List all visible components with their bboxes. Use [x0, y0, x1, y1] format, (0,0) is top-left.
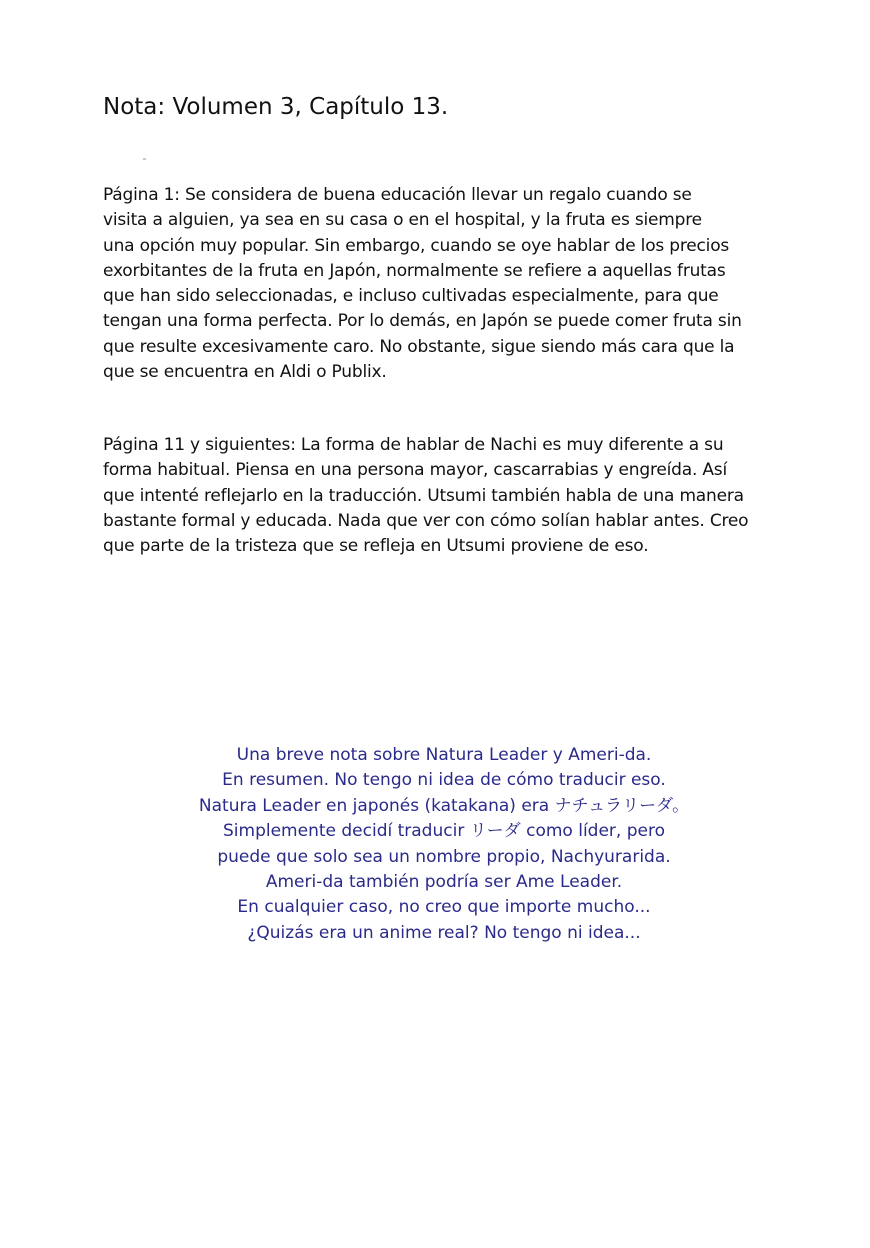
- aside-line: Simplemente decidí traducir リーダ como líder, pero: [223, 821, 665, 842]
- aside-line: Una breve nota sobre Natura Leader y Ameri-da.: [236, 745, 652, 765]
- note-line: que se encuentra en Aldi o Publix.: [103, 362, 387, 383]
- note-line: visita a alguien, ya sea en su casa o en el hospital, y la fruta es siempre: [103, 210, 702, 231]
- page-title: Nota: Volumen 3, Capítulo 13.: [103, 94, 449, 120]
- aside-line: En cualquier caso, no creo que importe mucho...: [237, 897, 651, 918]
- scan-speck: [143, 158, 146, 160]
- note-line: bastante formal y educada. Nada que ver con cómo solían hablar antes. Creo: [103, 510, 749, 531]
- note-line: tengan una forma perfecta. Por lo demás, en Japón se puede comer fruta sin: [103, 311, 742, 332]
- note-line: que intenté reflejarlo en la traducción. Utsumi también habla de una manera: [103, 485, 744, 506]
- note-page-11: [103, 433, 748, 559]
- note-line: Página 11 y siguientes: La forma de hablar de Nachi es muy diferente a su: [103, 435, 724, 455]
- translator-aside: [0, 743, 870, 946]
- note-line: que resulte excesivamente caro. No obstante, sigue siendo más cara que la: [103, 336, 735, 357]
- note-line: que parte de la tristeza que se refleja en Utsumi proviene de eso.: [103, 536, 649, 557]
- note-line: una opción muy popular. Sin embargo, cuando se oye hablar de los precios: [103, 235, 730, 256]
- aside-line: En resumen. No tengo ni idea de cómo traducir eso.: [222, 770, 666, 791]
- note-page-1: [103, 183, 742, 385]
- note-line: forma habitual. Piensa en una persona mayor, cascarrabias y engreída. Así: [103, 460, 727, 481]
- aside-line: Ameri-da también podría ser Ame Leader.: [265, 872, 623, 893]
- aside-line: ¿Quizás era un anime real? No tengo ni idea...: [247, 922, 641, 943]
- aside-line: puede que solo sea un nombre propio, Nachyurarida.: [217, 846, 671, 867]
- note-line: Página 1: Se considera de buena educación llevar un regalo cuando se: [103, 185, 692, 205]
- note-line: que han sido seleccionadas, e incluso cultivadas especialmente, para que: [103, 286, 719, 307]
- note-line: exorbitantes de la fruta en Japón, normalmente se refiere a aquellas frutas: [103, 260, 726, 281]
- aside-line: Natura Leader en japonés (katakana) era ナチュラリーダ。: [198, 795, 690, 816]
